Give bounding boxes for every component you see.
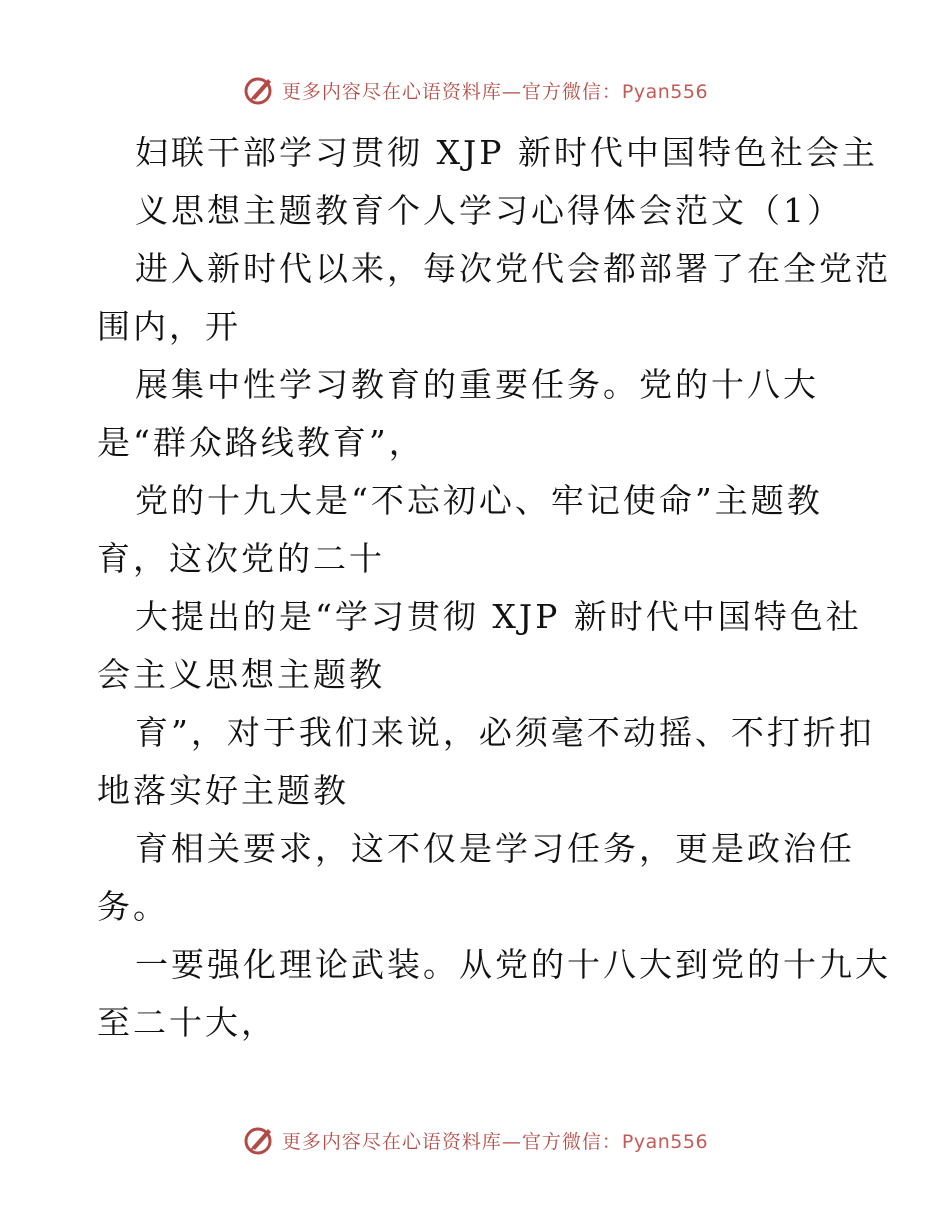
header-slogan: 更多内容尽在心语资料库—官方微信：Pyan556 (281, 80, 709, 103)
footer-slogan: 更多内容尽在心语资料库—官方微信：Pyan556 (281, 1130, 709, 1153)
footer-wechat-id: Pyan556 (621, 1130, 709, 1153)
title-line-1: 妇联干部学习贯彻 XJP 新时代中国特色社会主 (135, 133, 878, 172)
paragraph-line: 展集中性学习教育的重要任务。党的十八大 (135, 365, 819, 404)
title-line-2: 义思想主题教育个人学习心得体会范文（1） (135, 191, 843, 230)
paragraph-line: 进入新时代以来，每次党代会都部署了在全党范 (135, 249, 891, 288)
paragraph-line: 大提出的是“学习贯彻 XJP 新时代中国特色社 (135, 597, 862, 636)
paragraph-line: 务。 (97, 887, 169, 926)
quill-logo-icon (242, 1123, 276, 1157)
paragraph-line: 地落实好主题教 (97, 771, 349, 810)
paragraph-line: 围内，开 (97, 307, 241, 346)
paragraph-line: 育，这次党的二十 (97, 539, 385, 578)
paragraph-line: 育”，对于我们来说，必须毫不动摇、不打折扣 (135, 713, 875, 752)
paragraph-line: 会主义思想主题教 (97, 655, 385, 694)
paragraph-line: 育相关要求，这不仅是学习任务，更是政治任 (135, 829, 855, 868)
document-body (97, 124, 891, 1052)
quill-logo-icon (242, 73, 276, 107)
paragraph-line: 是“群众路线教育”， (97, 423, 425, 462)
paragraph-line: 党的十九大是“不忘初心、牢记使命”主题教 (135, 481, 823, 520)
header-wechat-id: Pyan556 (621, 80, 709, 103)
paragraph-line: 一要强化理论武装。从党的十八大到党的十九大 (135, 945, 891, 984)
paragraph-line: 至二十大， (97, 1003, 277, 1042)
footer-banner (0, 1120, 950, 1160)
header-banner (0, 70, 950, 110)
